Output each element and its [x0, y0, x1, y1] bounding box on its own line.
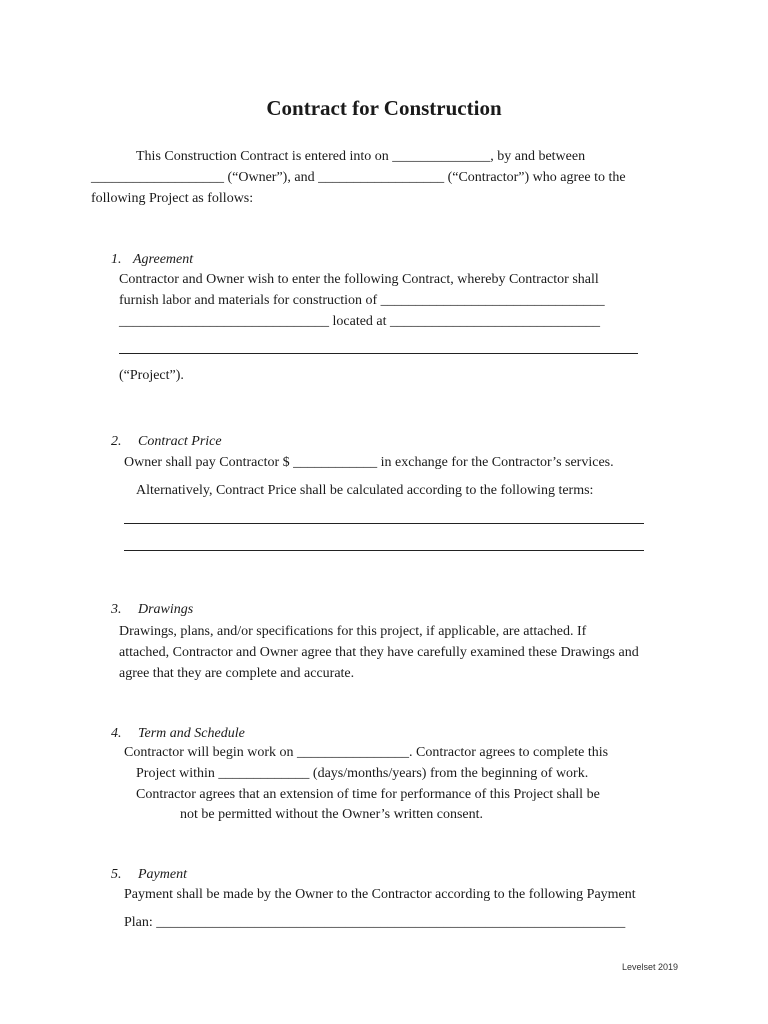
blank-line [124, 523, 644, 524]
section-4-number: 4. [111, 726, 122, 741]
intro-line-1: This Construction Contract is entered into on ______________, by and between [136, 149, 586, 164]
footer-brand: Levelset 2019 [621, 962, 678, 972]
section-1-line-1: Contractor and Owner wish to enter the following Contract, whereby Contractor shall [119, 272, 599, 287]
document-title: Contract for Construction [266, 96, 502, 120]
blank-line [124, 550, 644, 551]
section-1-line-2: furnish labor and materials for construction of ________________________________ [119, 293, 605, 308]
section-1-number: 1. [111, 252, 122, 267]
section-4-line-4: not be permitted without the Owner’s written consent. [180, 807, 484, 822]
section-4-line-1: Contractor will begin work on ________________. Contractor agrees to complete this [124, 745, 609, 760]
section-5-line-2: Plan: ___________________________________________________________________ [124, 915, 626, 930]
section-4-line-3: Contractor agrees that an extension of time for performance of this Project shall be [136, 787, 600, 802]
blank-line [119, 353, 638, 354]
section-2-line-2: Alternatively, Contract Price shall be calculated according to the following terms: [136, 483, 594, 498]
section-1-line-3: ______________________________ located at ______________________________ [119, 314, 601, 329]
section-2-title: Contract Price [138, 434, 222, 449]
section-3-line-3: agree that they are complete and accurate. [119, 666, 355, 681]
section-4-line-2: Project within _____________ (days/months/years) from the beginning of work. [136, 766, 589, 781]
section-5-line-1: Payment shall be made by the Owner to the Contractor according to the following Payment [124, 887, 636, 902]
section-3-title: Drawings [138, 602, 194, 617]
section-5-title: Payment [138, 867, 187, 882]
section-3-number: 3. [111, 602, 122, 617]
section-4-title: Term and Schedule [138, 726, 245, 741]
section-5-number: 5. [111, 867, 122, 882]
section-2-number: 2. [111, 434, 122, 449]
section-2-line-1: Owner shall pay Contractor $ ____________ in exchange for the Contractor’s services. [124, 455, 614, 470]
section-1-line-4: (“Project”). [119, 368, 184, 383]
section-3-line-1: Drawings, plans, and/or specifications for this project, if applicable, are attached. If [119, 624, 587, 639]
section-3-line-2: attached, Contractor and Owner agree that they have carefully examined these Drawings and [119, 645, 639, 660]
intro-line-2: ___________________ (“Owner”), and __________________ (“Contractor”) who agree to the [91, 170, 626, 185]
section-1-title: Agreement [133, 252, 194, 267]
intro-line-3: following Project as follows: [91, 191, 254, 206]
